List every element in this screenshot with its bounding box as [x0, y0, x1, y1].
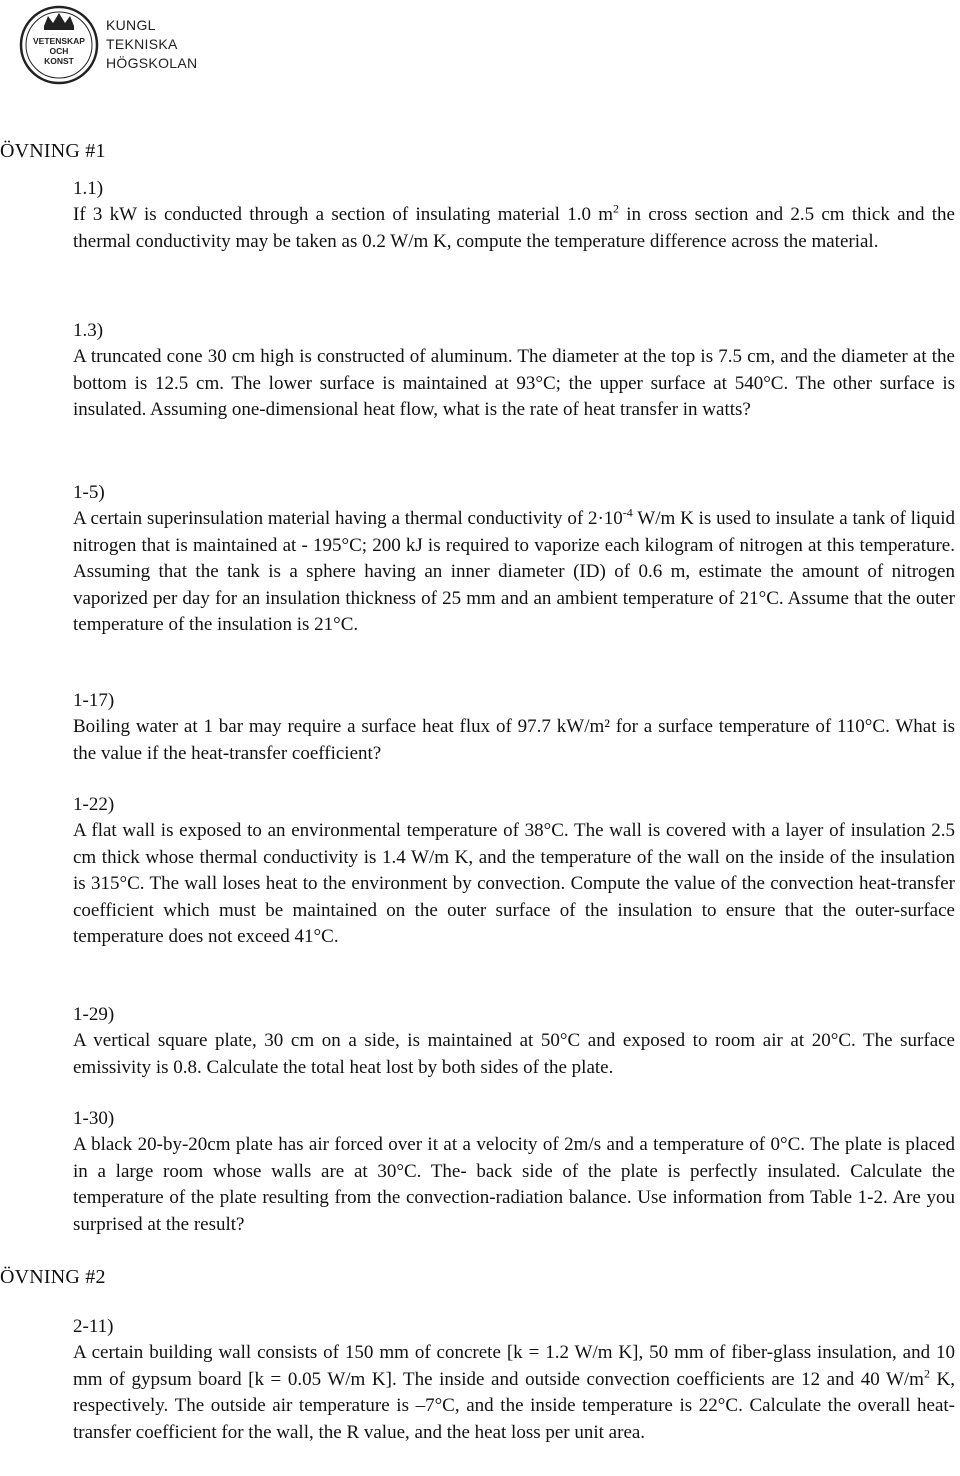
problem-2-11 — [73, 1314, 955, 1446]
wordmark-line-3: HÖGSKOLAN — [106, 55, 198, 71]
problem-number: 1-30) — [73, 1108, 115, 1129]
seal-text-3: KONST — [44, 56, 74, 66]
section-heading-ovning-2: ÖVNING #2 — [0, 1266, 106, 1288]
problem-number: 2-11) — [73, 1316, 114, 1337]
problem-number: 1.3) — [73, 320, 104, 341]
kth-wordmark — [106, 16, 197, 73]
problem-number: 1-5) — [73, 482, 105, 503]
problem-1-17 — [73, 688, 955, 767]
section-heading-ovning-1: ÖVNING #1 — [0, 140, 106, 162]
problem-number: 1-22) — [73, 794, 115, 815]
problem-text: A certain superinsulation material having a thermal conductivity of $2\cdot 10^{-4}$ W/m K is used to insulate a tank of liquid nitrogen that is maintained at - 195°C; 200 kJ is required to vaporize each kilogram of nitrogen at this temperature. Assuming that the tank is a sphere having an inner diameter (ID) of 0.6 m, estimate the amount of nitrogen vaporized per day for an insulation thickness of 25 mm and an ambient temperature of 21°C. Assume that the outer temperature of the insulation is 21°C. — [73, 505, 955, 636]
problem-number: 1-29) — [73, 1004, 115, 1025]
seal-text-1: VETENSKAP — [33, 36, 85, 46]
problem-1-22 — [73, 792, 955, 951]
problem-number: 1.1) — [73, 178, 104, 199]
problem-text: A black 20-by-20cm plate has air forced over it at a velocity of 2m/s and a temperature of 0°C. The plate is placed in a large room whose walls are at 30°C. The- back side of the plate is perfectly insulated. Calculate the temperature of the plate resulting from the convection-radiation balance. Use information from Table 1-2. Are you surprised at the result? — [73, 1134, 955, 1235]
problem-text: A vertical square plate, 30 cm on a side, is maintained at 50°C and exposed to room air at 20°C. The surface emissivity is 0.8. Calculate the total heat lost by both sides of the plate. — [73, 1030, 955, 1078]
problem-text: A truncated cone 30 cm high is constructed of aluminum. The diameter at the top is 7.5 cm, and the diameter at the bottom is 12.5 cm. The lower surface is maintained at 93°C; the upper surface at 540°C. The other surface is insulated. Assuming one-dimensional heat flow, what is the rate of heat transfer in watts? — [73, 346, 955, 421]
wordmark-line-1: KUNGL — [106, 17, 156, 33]
problem-text: A certain building wall consists of 150 mm of concrete [k = 1.2 W/m K], 50 mm of fiber-glass insulation, and 10 mm of gypsum board [k = 0.05 W/m K]. The inside and outside convection coefficients are 12 and 40 $W/m^2$ K, respectively. The outside air temperature is –7°C, and the inside temperature is 22°C. Calculate the overall heat-transfer coefficient for the wall, the R value, and the heat loss per unit area. — [73, 1342, 955, 1443]
problem-text: A flat wall is exposed to an environmental temperature of 38°C. The wall is covered with a layer of insulation 2.5 cm thick whose thermal conductivity is 1.4 W/m K, and the temperature of the wall on the inside of the insulation is 315°C. The wall loses heat to the environment by convection. Compute the value of the convection heat-transfer coefficient which must be maintained on the outer surface of the insulation to ensure that the outer-surface temperature does not exceed 41°C. — [73, 820, 955, 948]
problem-1-30 — [73, 1106, 955, 1238]
problem-1-1 — [73, 176, 955, 255]
problem-1-3 — [73, 318, 955, 424]
problem-text: If 3 kW is conducted through a section of insulating material 1.0 $m^2$ in cross section and 2.5 cm thick and the thermal conductivity may be taken as 0.2 W/m K, compute the temperature difference across the material. — [73, 201, 955, 252]
problem-1-29 — [73, 1002, 955, 1081]
problem-text: Boiling water at 1 bar may require a surface heat flux of 97.7 kW/m² for a surface temperature of 110°C. What is the value if the heat-transfer coefficient? — [73, 716, 955, 764]
kth-logo — [18, 4, 198, 86]
problem-number: 1-17) — [73, 690, 115, 711]
wordmark-line-2: TEKNISKA — [106, 36, 178, 52]
royal-seal-icon — [18, 4, 100, 86]
seal-text-2: OCH — [49, 46, 69, 56]
problem-1-5 — [73, 480, 955, 639]
